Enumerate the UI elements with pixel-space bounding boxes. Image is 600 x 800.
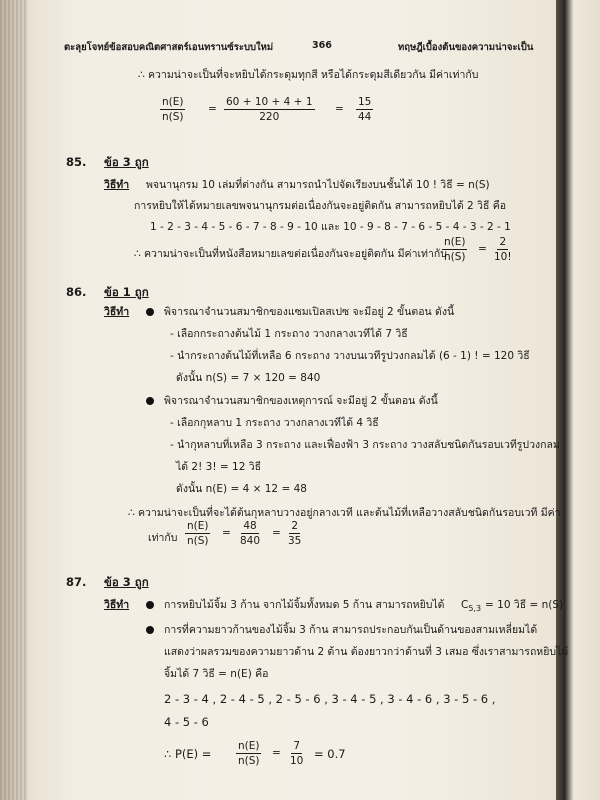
q85-line2: การหยิบให้ได้หมายเลขพจนานุกรมต่อเนื่องกันจะอยู่ติดกัน สามารถหยิบได้ 2 วิธี คือ: [134, 200, 507, 212]
q87-answer: ข้อ 3 ถูก: [104, 575, 149, 589]
facing-page-edge: [556, 0, 600, 800]
q85-answer: ข้อ 3 ถูก: [104, 155, 149, 169]
q85-line3: 1 - 2 - 3 - 4 - 5 - 6 - 7 - 8 - 9 - 10 และ 10 - 9 - 8 - 7 - 6 - 5 - 4 - 3 - 2 - 1: [150, 221, 511, 233]
q86-bullet2d: ดังนั้น n(E) = 4 × 12 = 48: [176, 483, 307, 495]
q86-bullet1c: ดังนั้น n(S) = 7 × 120 = 840: [176, 372, 321, 384]
q87-method: วิธีทำ: [104, 599, 130, 611]
q87-bullet1-result: = 10 วิธี = n(S): [485, 599, 564, 611]
q86-frac-lhs: $\frac{n(E)}{n(S)}$: [186, 520, 209, 548]
bullet-icon: [146, 397, 154, 405]
q87-bullet1: การหยิบไม้จิ้ม 3 ก้าน จากไม้จิ้มทั้งหมด 5 ก้าน สามารถหยิบได้: [164, 599, 445, 611]
q85-line4: ∴ ความน่าจะเป็นที่หนังสือหมายเลขต่อเนื่องกันจะอยู่ติดกัน มีค่าเท่ากับ: [134, 248, 447, 260]
q87-result: = 0.7: [314, 747, 346, 761]
q86-answer: ข้อ 1 ถูก: [104, 285, 149, 299]
page-number: 366: [312, 40, 332, 51]
book-photo: ตะลุยโจทย์ข้อสอบคณิตศาสตร์เอนทรานซ์ระบบใหม่ 366 ทฤษฎีเบื้องต้นของความน่าจะเป็น ∴ ความน่าจะเป็นที่จะหยิบได้กระดุมทุกสี หรือได้กระดุมสีเดียวกัน มีค่าเท่ากับ $\frac{n(E)}{n(S)}$ = $\frac{60 + 10 + 4 + 1}{220}$ = $\frac{15}{44}$ 85. ข้อ 3 ถูก วิธีทำ พจนานุกรม 10 เล่มที่ต่างกัน สามารถนำไปจัดเรียงบนชั้นได้ 10 ! วิธี = n(S) การหยิบให้ได้หมายเลขพจนานุกรมต่อเนื่องกันจะอยู่ติดกัน สามารถหยิบได้ 2 วิธี คือ 1 - 2 - 3 - 4 - 5 - 6 - 7 - 8 - 9 - 10 และ 10 - 9 - 8 - 7 - 6 - 5 - 4 - 3 - 2 - 1 ∴ ความน่าจะเป็นที่หนังสือหมายเลขต่อเนื่องกันจะอยู่ติดกัน มีค่าเท่ากับ $\frac{n(E)}{n(S)}$ = $\frac{2}{10!}$ 86. ข้อ 1 ถูก วิธีทำ พิจารณาจำนวนสมาชิกของแซมเปิลสเปซ จะมีอยู่ 2 ขั้นตอน ดังนี้ - เลือกกระถางต้นไม้ 1 กระถาง วางกลางเวทีได้ 7 วิธี - นำกระถางต้นไม้ที่เหลือ 6 กระถาง วางบนเวทีรูปวงกลมได้ (6 - 1) ! = 120 วิธี ดังนั้น n(S) = 7 × 120 = 840 พิจารณาจำนวนสมาชิกของเหตุการณ์ จะมีอยู่ 2 ขั้นตอน ดังนี้ - เลือกกุหลาบ 1 กระถาง วางกลางเวทีได้ 4 วิธี - นำกุหลาบที่เหลือ 3 กระถาง และเฟื่องฟ้า 3 กระถาง วางสลับชนิดกันรอบเวทีรูปวงกลม ได้ 2! 3! = 12 วิธี ดังนั้น n(E) = 4 × 12 = 48 ∴ ความน่าจะเป็นที่จะได้ต้นกุหลาบวางอยู่กลางเวที และต้นไม้ที่เหลือวางสลับชนิดกันรอบเวที มีค่า เท่ากับ $\frac{n(E)}{n(S)}$ = $\frac{48}{840}$ = $\frac{2}{35}$ 87. ข้อ 3 ถูก วิธีทำ การหยิบไม้จิ้ม 3 ก้าน จากไม้จิ้มทั้งหมด 5 ก้าน สามารถหยิบได้ $C_{5,3}$ = 10 วิธี = n(S) การที่ความยาวก้านของไม้จิ้ม 3 ก้าน สามารถประกอบกันเป็นด้านของสามเหลี่ยมได้ แสดงว่าผลรวมของความยาวด้าน 2 ด้าน ต้องยาวกว่าด้านที่ 3 เสมอ ซึ่งเราสามารถหยิบไม้ จิ้มได้ 7 วิธี = n(E) คือ 2 - 3 - 4 , 2 - 4 - 5 , 2 - 5 - 6 , 3 - 4 - 5 , 3 - 4 - 6 , 3 - 5 - 6 , 4 - 5 - 6 ∴ P(E) = $\frac{n(E)}{n(S)}$ = $\frac{7}{10}$ = 0.7: [0, 0, 600, 800]
top-frac-lhs: $\frac{n(E)}{n(S)}$: [161, 96, 184, 124]
q86-frac-result: $\frac{2}{35}$: [288, 520, 302, 548]
header-right: ทฤษฎีเบื้องต้นของความน่าจะเป็น: [398, 42, 534, 53]
q87-list1: 2 - 3 - 4 , 2 - 4 - 5 , 2 - 5 - 6 , 3 - 4 - 5 , 3 - 4 - 6 , 3 - 5 - 6 ,: [164, 692, 496, 706]
q86-number: 86.: [66, 285, 87, 299]
q87-frac-result: $\frac{7}{10}$: [290, 740, 304, 768]
q86-bullet2a: - เลือกกุหลาบ 1 กระถาง วางกลางเวทีได้ 4 วิธี: [170, 417, 379, 429]
header-left: ตะลุยโจทย์ข้อสอบคณิตศาสตร์เอนทรานซ์ระบบใหม่: [64, 42, 274, 53]
q87-number: 87.: [66, 575, 87, 589]
q87-list2: 4 - 5 - 6: [164, 715, 209, 729]
page-stack-edge: [0, 0, 26, 800]
q87-combination: $C_{5,3}$: [461, 599, 482, 614]
q86-bullet1b: - นำกระถางต้นไม้ที่เหลือ 6 กระถาง วางบนเวทีรูปวงกลมได้ (6 - 1) ! = 120 วิธี: [170, 350, 530, 362]
q86-bullet2c: ได้ 2! 3! = 12 วิธี: [176, 461, 262, 473]
q86-method: วิธีทำ: [104, 306, 130, 318]
bullet-icon: [146, 308, 154, 316]
q85-line1: พจนานุกรม 10 เล่มที่ต่างกัน สามารถนำไปจัดเรียงบนชั้นได้ 10 ! วิธี = n(S): [146, 179, 490, 191]
bullet-icon: [146, 626, 154, 634]
q87-frac-lhs: $\frac{n(E)}{n(S)}$: [237, 740, 260, 768]
q85-number: 85.: [66, 155, 87, 169]
q85-method: วิธีทำ: [104, 179, 130, 191]
q85-frac-lhs: $\frac{n(E)}{n(S)}$: [443, 236, 466, 264]
q87-bullet2a: แสดงว่าผลรวมของความยาวด้าน 2 ด้าน ต้องยาวกว่าด้านที่ 3 เสมอ ซึ่งเราสามารถหยิบไม้: [164, 646, 569, 658]
q86-bullet2b: - นำกุหลาบที่เหลือ 3 กระถาง และเฟื่องฟ้า 3 กระถาง วางสลับชนิดกันรอบเวทีรูปวงกลม: [170, 439, 560, 451]
q87-prob-lhs: ∴ P(E) =: [164, 747, 212, 761]
bullet-icon: [146, 601, 154, 609]
q86-bullet1a: - เลือกกระถางต้นไม้ 1 กระถาง วางกลางเวทีได้ 7 วิธี: [170, 328, 408, 340]
top-frac-result: $\frac{15}{44}$: [358, 96, 372, 124]
q86-frac-mid: $\frac{48}{840}$: [240, 520, 261, 548]
q87-bullet2: การที่ความยาวก้านของไม้จิ้ม 3 ก้าน สามารถประกอบกันเป็นด้านของสามเหลี่ยมได้: [164, 624, 538, 636]
q86-conclusion: ∴ ความน่าจะเป็นที่จะได้ต้นกุหลาบวางอยู่กลางเวที และต้นไม้ที่เหลือวางสลับชนิดกันรอบเวที มีค่า: [128, 507, 561, 519]
top-conclusion: ∴ ความน่าจะเป็นที่จะหยิบได้กระดุมทุกสี หรือได้กระดุมสีเดียวกัน มีค่าเท่ากับ: [138, 69, 479, 81]
q86-equals-label: เท่ากับ: [148, 532, 178, 544]
top-frac-mid: $\frac{60 + 10 + 4 + 1}{220}$: [226, 96, 313, 124]
q86-bullet1: พิจารณาจำนวนสมาชิกของแซมเปิลสเปซ จะมีอยู่ 2 ขั้นตอน ดังนี้: [164, 306, 455, 318]
q86-bullet2: พิจารณาจำนวนสมาชิกของเหตุการณ์ จะมีอยู่ 2 ขั้นตอน ดังนี้: [164, 395, 438, 407]
q85-frac-result: $\frac{2}{10!}$: [494, 236, 512, 264]
q87-bullet2b: จิ้มได้ 7 วิธี = n(E) คือ: [164, 668, 269, 680]
